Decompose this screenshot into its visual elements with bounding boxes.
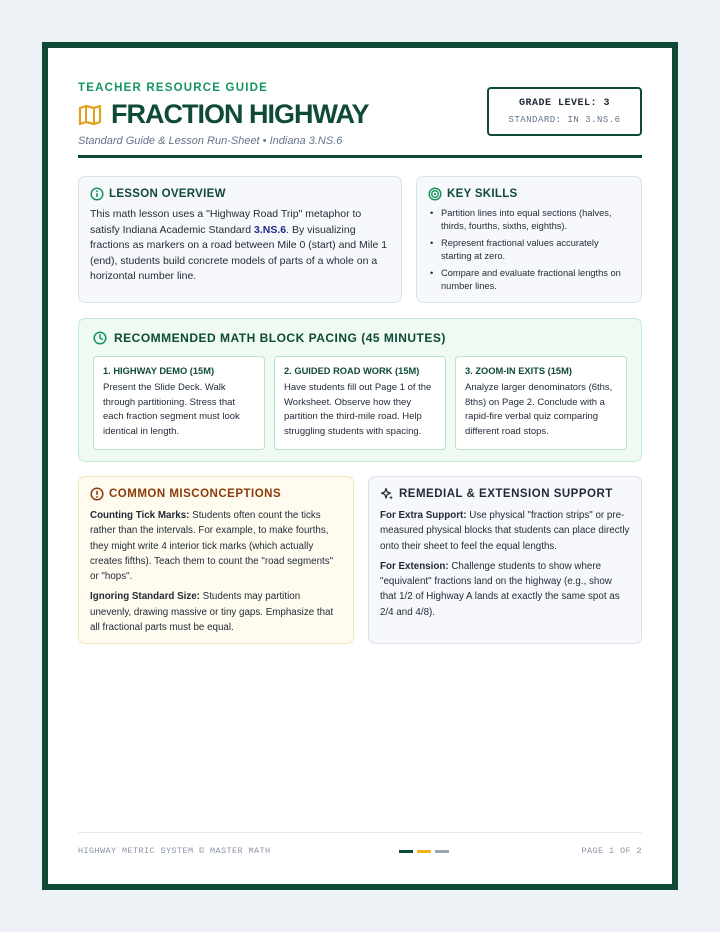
pacing-title: RECOMMENDED MATH BLOCK PACING (45 MINUTES) [114,331,446,345]
page-footer [78,846,642,856]
green-dash [399,850,413,853]
footer-left-text: HIGHWAY METRIC SYSTEM © MASTER MATH [78,846,271,856]
step-title: 2. GUIDED ROAD WORK (15M) [284,366,420,376]
grade-level-label: GRADE LEVEL: 3 [518,98,610,109]
misconceptions-heading [90,487,342,501]
support-item [380,559,630,620]
step-title: 1. HIGHWAY DEMO (15M) [103,366,215,376]
pacing-card [78,318,642,462]
standard-code: 3.NS.6 [254,223,287,236]
standard-label: STANDARD: IN 3.NS.6 [508,115,621,125]
key-skills-card [416,176,642,303]
page-subtitle: Standard Guide & Lesson Run-Sheet • Indiana 3.NS.6 [78,135,343,147]
document-page [42,42,678,890]
misconception-text: Students may partition unevenly, drawing massive or tiny gaps. Emphasize that all fractional parts must be equal. [90,591,334,634]
kicker-label: TEACHER RESOURCE GUIDE [78,82,268,94]
gold-dash [417,850,431,853]
grade-level-box [487,87,642,136]
footer-divider [78,832,642,833]
page-title: FRACTION HIGHWAY [111,99,369,129]
step-text: Present the Slide Deck. Walk through partitioning. Stress that each fraction segment must look identical in length. [103,382,240,437]
support-label: For Extra Support: [380,510,467,521]
key-skills-title: KEY SKILLS [447,188,518,200]
misconception-text: Students often count the ticks rather than the intervals. For example, to make fourths, they might write 4 interior tick marks (which actually creates fifths). Teach them to count the "road segments" or "hops". [90,510,334,583]
support-item [380,508,630,554]
lesson-overview-text [90,207,390,285]
map-icon [78,104,102,126]
key-skills-heading [428,187,630,201]
support-text: Challenge students to show where "equivalent" fractions land on the highway (e.g., show that 1/2 of Highway A lands at exactly the same spot as 2/4 and 4/8). [380,560,620,618]
pacing-heading [93,331,627,345]
alert-circle-icon [90,487,104,501]
misconceptions-title: COMMON MISCONCEPTIONS [109,488,282,500]
clock-icon [93,331,107,345]
support-label: For Extension: [380,560,449,572]
lesson-overview-card [78,176,402,303]
misconception-item [90,589,342,635]
list-item: • Partition lines into equal sections (halves, thirds, fourths, sixths, eighths). [428,207,630,233]
support-card [368,476,642,644]
misconception-item [90,508,342,584]
step-text: Analyze larger denominators (6ths, 8ths) on Page 2. Conclude with a rapid-fire verbal quiz comparing different road stops. [465,382,613,437]
footer-color-dashes [399,850,453,853]
list-item: • Represent fractional values accurately starting at zero. [428,237,630,263]
overview-text-end: . By visualizing fractions as markers on a road between Mile 0 (start) and Mile 1 (end), students build concrete models of parts of a whole on a horizontal number line. [90,223,388,283]
info-circle-icon [90,187,104,201]
pacing-step-1 [93,356,265,450]
list-item: • Compare and evaluate fractional lengths on number lines. [428,267,630,293]
page-header [78,82,642,147]
lesson-overview-heading [90,187,390,201]
misconceptions-card [78,476,354,644]
pacing-step-3 [455,356,627,450]
support-title: REMEDIAL & EXTENSION SUPPORT [399,488,613,500]
page-number: PAGE 1 OF 2 [581,846,642,856]
sparkles-icon [380,487,394,501]
support-text: Use physical "fraction strips" or pre-measured physical blocks that students can place directly onto their sheet to feel the equal lengths. [380,510,630,552]
support-heading [380,487,630,501]
pacing-step-2 [274,356,446,450]
overview-text-start: This math lesson uses a "Highway Road Trip" metaphor to satisfy Indiana Academic Standard [90,208,362,236]
slate-dash [435,850,449,853]
page-content [78,82,642,856]
step-title: 3. ZOOM-IN EXITS (15M) [465,366,572,376]
lesson-overview-title: LESSON OVERVIEW [109,188,226,200]
header-divider [78,155,642,158]
target-icon [428,187,442,201]
pacing-steps [93,356,627,450]
misconception-label: Counting Tick Marks: [90,510,190,521]
misconception-label: Ignoring Standard Size: [90,591,200,603]
step-text: Have students fill out Page 1 of the Worksheet. Observe how they partition the third-mile road. Help struggling students with spacing. [284,382,432,437]
key-skills-list [428,207,630,293]
